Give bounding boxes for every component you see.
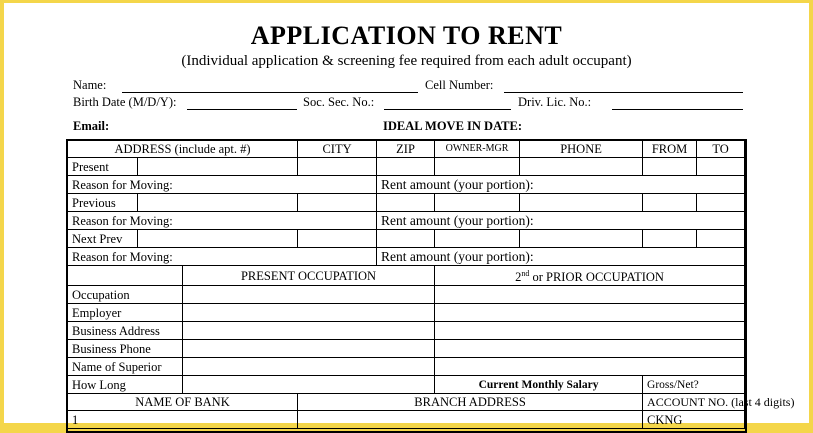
occupation-label: Occupation — [68, 286, 183, 304]
to-cell[interactable] — [697, 194, 745, 212]
zip-cell[interactable] — [377, 194, 435, 212]
reason-for-moving-label[interactable]: Reason for Moving: — [68, 212, 377, 230]
current-monthly-salary-label[interactable]: Current Monthly Salary — [435, 376, 643, 394]
name-of-superior-label: Name of Superior — [68, 358, 183, 376]
to-cell[interactable] — [697, 158, 745, 176]
prior-employer-cell[interactable] — [435, 304, 745, 322]
from-cell[interactable] — [643, 194, 697, 212]
business-address-row — [68, 322, 745, 340]
from-cell[interactable] — [643, 230, 697, 248]
branch-address-header: BRANCH ADDRESS — [298, 394, 643, 411]
address-column-header: ADDRESS (include apt. #) — [68, 141, 298, 158]
rental-application-document — [4, 3, 809, 427]
email-label: Email: — [73, 119, 110, 133]
address-row-previous — [68, 194, 745, 212]
cell-number-field[interactable] — [504, 92, 743, 93]
phone-cell[interactable] — [520, 194, 643, 212]
occupation-header-blank — [68, 266, 183, 286]
rent-amount-label[interactable]: Rent amount (your portion): — [377, 212, 745, 230]
birth-date-field[interactable] — [187, 109, 297, 110]
phone-column-header: PHONE — [520, 141, 643, 158]
account-number-header: ACCOUNT NO. (last 4 digits) — [643, 394, 745, 411]
business-phone-label: Business Phone — [68, 340, 183, 358]
address-cell[interactable] — [138, 194, 298, 212]
address-cell[interactable] — [138, 158, 298, 176]
to-cell[interactable] — [697, 230, 745, 248]
employer-row — [68, 304, 745, 322]
address-row-next-prev — [68, 230, 745, 248]
bank-header-row — [68, 394, 745, 411]
address-row-label: Previous — [68, 194, 138, 212]
present-occupation-header: PRESENT OCCUPATION — [183, 266, 435, 286]
cell-number-label: Cell Number: — [425, 78, 494, 92]
zip-column-header: ZIP — [377, 141, 435, 158]
zip-cell[interactable] — [377, 230, 435, 248]
reason-row-present — [68, 176, 745, 194]
prior-business-address-cell[interactable] — [435, 322, 745, 340]
reason-row-previous — [68, 212, 745, 230]
to-column-header: TO — [697, 141, 745, 158]
reason-row-next-prev — [68, 248, 745, 266]
how-long-row — [68, 376, 745, 394]
occupation-header-row — [68, 266, 745, 286]
city-cell[interactable] — [298, 230, 377, 248]
city-cell[interactable] — [298, 194, 377, 212]
ssn-field[interactable] — [384, 109, 511, 110]
ideal-move-in-label: IDEAL MOVE IN DATE: — [383, 119, 523, 133]
bank-row-number[interactable]: 1 — [68, 411, 298, 429]
owner-mgr-column-header: OWNER-MGR — [435, 141, 520, 158]
ssn-label: Soc. Sec. No.: — [303, 95, 375, 109]
employer-label: Employer — [68, 304, 183, 322]
business-phone-row — [68, 340, 745, 358]
rent-amount-label[interactable]: Rent amount (your portion): — [377, 248, 745, 266]
present-superior-cell[interactable] — [183, 358, 435, 376]
business-address-label: Business Address — [68, 322, 183, 340]
city-column-header: CITY — [298, 141, 377, 158]
phone-cell[interactable] — [520, 158, 643, 176]
rent-amount-label[interactable]: Rent amount (your portion): — [377, 176, 745, 194]
present-how-long-cell[interactable] — [183, 376, 435, 394]
prior-occupation-cell[interactable] — [435, 286, 745, 304]
address-row-present — [68, 158, 745, 176]
address-cell[interactable] — [138, 230, 298, 248]
city-cell[interactable] — [298, 158, 377, 176]
present-occupation-cell[interactable] — [183, 286, 435, 304]
address-row-label: Present — [68, 158, 138, 176]
owner-mgr-cell[interactable] — [435, 230, 520, 248]
from-column-header: FROM — [643, 141, 697, 158]
zip-cell[interactable] — [377, 158, 435, 176]
address-row-label: Next Prev — [68, 230, 138, 248]
how-long-label: How Long — [68, 376, 183, 394]
document-title: APPLICATION TO RENT — [250, 21, 563, 50]
from-cell[interactable] — [643, 158, 697, 176]
present-business-address-cell[interactable] — [183, 322, 435, 340]
gross-net-label[interactable]: Gross/Net? — [643, 376, 745, 394]
prior-superior-cell[interactable] — [435, 358, 745, 376]
birth-date-label: Birth Date (M/D/Y): — [73, 95, 177, 109]
reason-for-moving-label[interactable]: Reason for Moving: — [68, 176, 377, 194]
paper-frame — [4, 3, 809, 427]
name-field[interactable] — [122, 92, 418, 93]
present-employer-cell[interactable] — [183, 304, 435, 322]
reason-for-moving-label[interactable]: Reason for Moving: — [68, 248, 377, 266]
name-of-bank-header: NAME OF BANK — [68, 394, 298, 411]
document-subtitle: (Individual application & screening fee required from each adult occupant) — [181, 53, 632, 69]
prior-occupation-header: 2nd or PRIOR OCCUPATION — [435, 266, 745, 286]
bank-row-1 — [68, 411, 745, 429]
owner-mgr-cell[interactable] — [435, 194, 520, 212]
occupation-row — [68, 286, 745, 304]
name-label: Name: — [73, 78, 107, 92]
address-header-row — [68, 141, 745, 158]
application-grid — [67, 140, 795, 429]
driv-lic-field[interactable] — [612, 109, 743, 110]
owner-mgr-cell[interactable] — [435, 158, 520, 176]
prior-business-phone-cell[interactable] — [435, 340, 745, 358]
checking-account-cell[interactable]: CKNG — [643, 411, 745, 429]
present-business-phone-cell[interactable] — [183, 340, 435, 358]
superior-row — [68, 358, 745, 376]
branch-address-cell[interactable] — [298, 411, 643, 429]
driv-lic-label: Driv. Lic. No.: — [518, 95, 592, 109]
phone-cell[interactable] — [520, 230, 643, 248]
